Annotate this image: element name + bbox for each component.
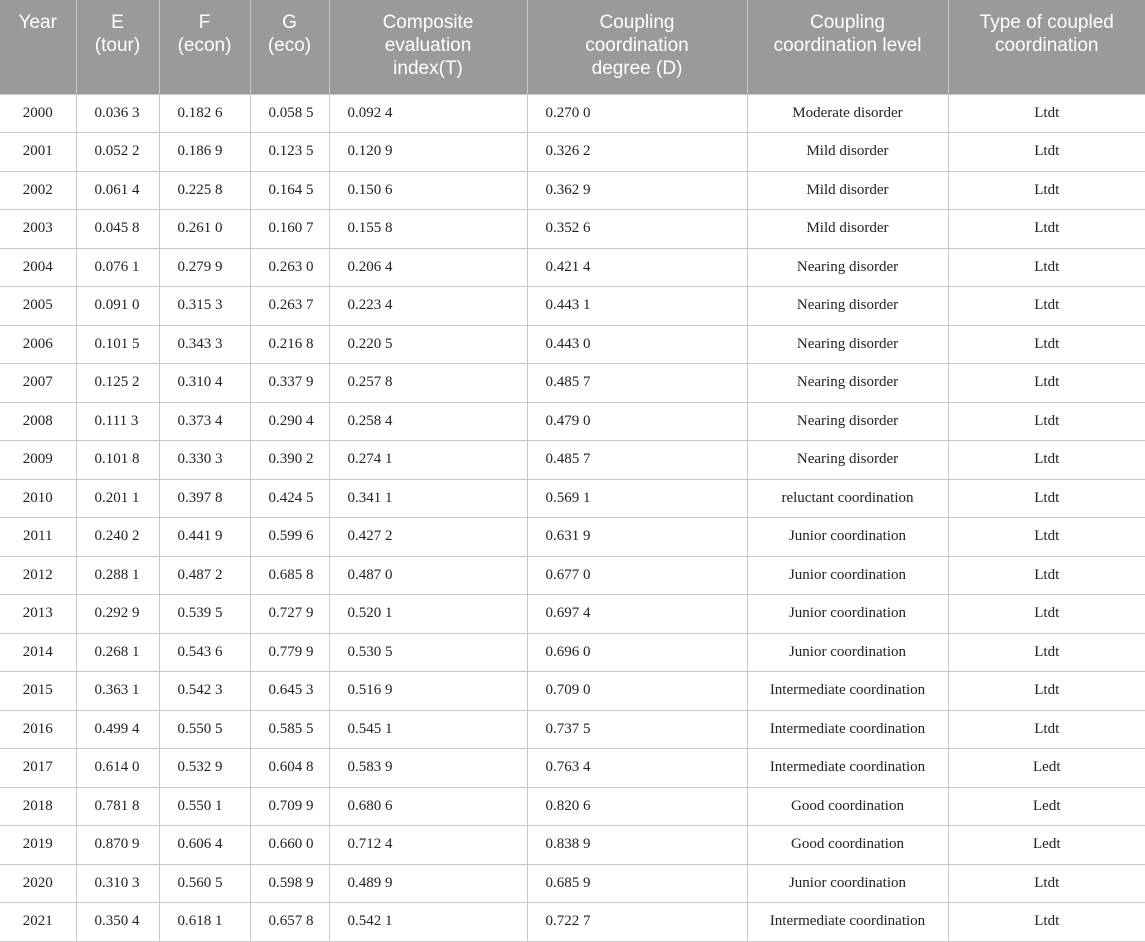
cell-coupling-degree: 0.677 0 (527, 556, 747, 595)
cell-e-tour: 0.614 0 (76, 749, 159, 788)
cell-composite-index: 0.092 4 (329, 94, 527, 133)
cell-coordination-level: Mild disorder (747, 171, 948, 210)
cell-e-tour: 0.350 4 (76, 903, 159, 942)
cell-coupled-type: Ltdt (948, 672, 1145, 711)
cell-e-tour: 0.061 4 (76, 171, 159, 210)
cell-coupling-degree: 0.352 6 (527, 210, 747, 249)
cell-coupled-type: Ledt (948, 749, 1145, 788)
cell-coupled-type: Ltdt (948, 248, 1145, 287)
cell-f-econ: 0.539 5 (159, 595, 250, 634)
table-row (0, 479, 1145, 518)
cell-f-econ: 0.543 6 (159, 633, 250, 672)
cell-year: 2007 (0, 364, 76, 403)
cell-g-eco: 0.604 8 (250, 749, 329, 788)
column-header-year: Year (0, 0, 76, 94)
cell-f-econ: 0.330 3 (159, 441, 250, 480)
cell-composite-index: 0.274 1 (329, 441, 527, 480)
cell-coupling-degree: 0.270 0 (527, 94, 747, 133)
cell-f-econ: 0.618 1 (159, 903, 250, 942)
cell-year: 2002 (0, 171, 76, 210)
cell-coordination-level: Moderate disorder (747, 94, 948, 133)
cell-composite-index: 0.516 9 (329, 672, 527, 711)
cell-composite-index: 0.542 1 (329, 903, 527, 942)
table-row (0, 325, 1145, 364)
table-row (0, 94, 1145, 133)
table-row (0, 171, 1145, 210)
cell-coordination-level: Junior coordination (747, 556, 948, 595)
cell-year: 2015 (0, 672, 76, 711)
cell-coupling-degree: 0.631 9 (527, 518, 747, 557)
cell-composite-index: 0.120 9 (329, 133, 527, 172)
cell-g-eco: 0.337 9 (250, 364, 329, 403)
cell-f-econ: 0.225 8 (159, 171, 250, 210)
cell-g-eco: 0.424 5 (250, 479, 329, 518)
cell-e-tour: 0.781 8 (76, 787, 159, 826)
cell-year: 2014 (0, 633, 76, 672)
cell-coupling-degree: 0.820 6 (527, 787, 747, 826)
cell-coordination-level: Intermediate coordination (747, 710, 948, 749)
column-header-g-eco: G (eco) (250, 0, 329, 94)
cell-year: 2001 (0, 133, 76, 172)
cell-coordination-level: Good coordination (747, 826, 948, 865)
table-row (0, 787, 1145, 826)
cell-year: 2008 (0, 402, 76, 441)
cell-e-tour: 0.363 1 (76, 672, 159, 711)
table-row (0, 864, 1145, 903)
cell-coupled-type: Ltdt (948, 402, 1145, 441)
cell-g-eco: 0.058 5 (250, 94, 329, 133)
cell-coupled-type: Ltdt (948, 633, 1145, 672)
cell-composite-index: 0.258 4 (329, 402, 527, 441)
cell-g-eco: 0.599 6 (250, 518, 329, 557)
cell-coupled-type: Ltdt (948, 441, 1145, 480)
cell-coupling-degree: 0.479 0 (527, 402, 747, 441)
table-row (0, 248, 1145, 287)
cell-composite-index: 0.223 4 (329, 287, 527, 326)
cell-coupled-type: Ltdt (948, 710, 1145, 749)
cell-year: 2019 (0, 826, 76, 865)
table-row (0, 826, 1145, 865)
table-row (0, 518, 1145, 557)
cell-year: 2012 (0, 556, 76, 595)
cell-coupling-degree: 0.722 7 (527, 903, 747, 942)
cell-coupling-degree: 0.443 1 (527, 287, 747, 326)
cell-coordination-level: Junior coordination (747, 518, 948, 557)
cell-g-eco: 0.263 0 (250, 248, 329, 287)
column-header-coupling-degree: Coupling coordination degree (D) (527, 0, 747, 94)
cell-coordination-level: Nearing disorder (747, 441, 948, 480)
cell-year: 2005 (0, 287, 76, 326)
cell-composite-index: 0.257 8 (329, 364, 527, 403)
header-row (0, 0, 1145, 94)
cell-coupled-type: Ltdt (948, 325, 1145, 364)
cell-e-tour: 0.052 2 (76, 133, 159, 172)
cell-e-tour: 0.045 8 (76, 210, 159, 249)
cell-f-econ: 0.186 9 (159, 133, 250, 172)
cell-coupling-degree: 0.838 9 (527, 826, 747, 865)
cell-year: 2018 (0, 787, 76, 826)
cell-coupled-type: Ltdt (948, 210, 1145, 249)
cell-coordination-level: Junior coordination (747, 864, 948, 903)
cell-year: 2017 (0, 749, 76, 788)
cell-coupled-type: Ltdt (948, 364, 1145, 403)
cell-f-econ: 0.441 9 (159, 518, 250, 557)
table-row (0, 210, 1145, 249)
cell-e-tour: 0.288 1 (76, 556, 159, 595)
cell-g-eco: 0.216 8 (250, 325, 329, 364)
cell-coupled-type: Ltdt (948, 903, 1145, 942)
table-row (0, 556, 1145, 595)
cell-f-econ: 0.606 4 (159, 826, 250, 865)
cell-g-eco: 0.657 8 (250, 903, 329, 942)
cell-f-econ: 0.279 9 (159, 248, 250, 287)
cell-g-eco: 0.263 7 (250, 287, 329, 326)
cell-e-tour: 0.101 5 (76, 325, 159, 364)
table-row (0, 903, 1145, 942)
cell-composite-index: 0.487 0 (329, 556, 527, 595)
table-row (0, 595, 1145, 634)
cell-composite-index: 0.530 5 (329, 633, 527, 672)
cell-e-tour: 0.091 0 (76, 287, 159, 326)
table-row (0, 672, 1145, 711)
cell-year: 2016 (0, 710, 76, 749)
cell-g-eco: 0.598 9 (250, 864, 329, 903)
cell-e-tour: 0.499 4 (76, 710, 159, 749)
cell-coupled-type: Ltdt (948, 94, 1145, 133)
cell-coupling-degree: 0.569 1 (527, 479, 747, 518)
cell-e-tour: 0.292 9 (76, 595, 159, 634)
cell-composite-index: 0.680 6 (329, 787, 527, 826)
cell-f-econ: 0.182 6 (159, 94, 250, 133)
cell-f-econ: 0.560 5 (159, 864, 250, 903)
cell-composite-index: 0.206 4 (329, 248, 527, 287)
cell-year: 2011 (0, 518, 76, 557)
cell-composite-index: 0.545 1 (329, 710, 527, 749)
cell-g-eco: 0.685 8 (250, 556, 329, 595)
cell-coupling-degree: 0.421 4 (527, 248, 747, 287)
cell-composite-index: 0.220 5 (329, 325, 527, 364)
cell-composite-index: 0.150 6 (329, 171, 527, 210)
table-body (0, 94, 1145, 941)
column-header-f-econ: F (econ) (159, 0, 250, 94)
cell-coordination-level: Nearing disorder (747, 325, 948, 364)
cell-g-eco: 0.585 5 (250, 710, 329, 749)
cell-f-econ: 0.550 5 (159, 710, 250, 749)
table-row (0, 633, 1145, 672)
cell-coupled-type: Ltdt (948, 556, 1145, 595)
cell-coupled-type: Ltdt (948, 133, 1145, 172)
cell-coordination-level: Nearing disorder (747, 364, 948, 403)
cell-coupling-degree: 0.485 7 (527, 364, 747, 403)
cell-f-econ: 0.532 9 (159, 749, 250, 788)
column-header-e-tour: E (tour) (76, 0, 159, 94)
table-row (0, 441, 1145, 480)
cell-f-econ: 0.550 1 (159, 787, 250, 826)
cell-coordination-level: Good coordination (747, 787, 948, 826)
cell-coordination-level: Nearing disorder (747, 402, 948, 441)
cell-composite-index: 0.583 9 (329, 749, 527, 788)
cell-year: 2000 (0, 94, 76, 133)
cell-g-eco: 0.390 2 (250, 441, 329, 480)
cell-f-econ: 0.487 2 (159, 556, 250, 595)
table-row (0, 133, 1145, 172)
cell-f-econ: 0.310 4 (159, 364, 250, 403)
cell-coordination-level: Junior coordination (747, 595, 948, 634)
cell-g-eco: 0.290 4 (250, 402, 329, 441)
cell-g-eco: 0.660 0 (250, 826, 329, 865)
cell-coupling-degree: 0.326 2 (527, 133, 747, 172)
cell-coupling-degree: 0.697 4 (527, 595, 747, 634)
cell-year: 2013 (0, 595, 76, 634)
cell-e-tour: 0.036 3 (76, 94, 159, 133)
cell-e-tour: 0.268 1 (76, 633, 159, 672)
cell-g-eco: 0.709 9 (250, 787, 329, 826)
column-header-coupled-type: Type of coupled coordination (948, 0, 1145, 94)
cell-coordination-level: Mild disorder (747, 210, 948, 249)
cell-coupling-degree: 0.685 9 (527, 864, 747, 903)
cell-e-tour: 0.076 1 (76, 248, 159, 287)
cell-g-eco: 0.164 5 (250, 171, 329, 210)
table-row (0, 287, 1145, 326)
cell-f-econ: 0.542 3 (159, 672, 250, 711)
cell-coupled-type: Ledt (948, 826, 1145, 865)
table-row (0, 749, 1145, 788)
cell-coordination-level: Intermediate coordination (747, 749, 948, 788)
cell-e-tour: 0.870 9 (76, 826, 159, 865)
cell-f-econ: 0.315 3 (159, 287, 250, 326)
cell-coupling-degree: 0.485 7 (527, 441, 747, 480)
cell-coupled-type: Ltdt (948, 287, 1145, 326)
cell-coordination-level: Intermediate coordination (747, 672, 948, 711)
cell-coupled-type: Ltdt (948, 595, 1145, 634)
cell-coordination-level: Junior coordination (747, 633, 948, 672)
column-header-coordination-level: Coupling coordination level (747, 0, 948, 94)
cell-e-tour: 0.201 1 (76, 479, 159, 518)
cell-g-eco: 0.123 5 (250, 133, 329, 172)
cell-coupled-type: Ledt (948, 787, 1145, 826)
cell-coupled-type: Ltdt (948, 864, 1145, 903)
cell-coordination-level: Nearing disorder (747, 248, 948, 287)
cell-coupling-degree: 0.709 0 (527, 672, 747, 711)
cell-coordination-level: Intermediate coordination (747, 903, 948, 942)
table-row (0, 710, 1145, 749)
cell-composite-index: 0.427 2 (329, 518, 527, 557)
cell-year: 2003 (0, 210, 76, 249)
cell-coupling-degree: 0.763 4 (527, 749, 747, 788)
cell-g-eco: 0.779 9 (250, 633, 329, 672)
cell-f-econ: 0.261 0 (159, 210, 250, 249)
cell-f-econ: 0.373 4 (159, 402, 250, 441)
table-row (0, 402, 1145, 441)
cell-year: 2009 (0, 441, 76, 480)
cell-coupled-type: Ltdt (948, 518, 1145, 557)
cell-composite-index: 0.712 4 (329, 826, 527, 865)
cell-coupling-degree: 0.696 0 (527, 633, 747, 672)
cell-year: 2004 (0, 248, 76, 287)
cell-e-tour: 0.125 2 (76, 364, 159, 403)
cell-composite-index: 0.341 1 (329, 479, 527, 518)
cell-coordination-level: Nearing disorder (747, 287, 948, 326)
cell-f-econ: 0.397 8 (159, 479, 250, 518)
cell-coupling-degree: 0.737 5 (527, 710, 747, 749)
table-row (0, 364, 1145, 403)
cell-f-econ: 0.343 3 (159, 325, 250, 364)
cell-e-tour: 0.240 2 (76, 518, 159, 557)
cell-coupling-degree: 0.362 9 (527, 171, 747, 210)
cell-composite-index: 0.489 9 (329, 864, 527, 903)
cell-g-eco: 0.645 3 (250, 672, 329, 711)
cell-coordination-level: reluctant coordination (747, 479, 948, 518)
cell-year: 2006 (0, 325, 76, 364)
cell-coupled-type: Ltdt (948, 171, 1145, 210)
cell-e-tour: 0.101 8 (76, 441, 159, 480)
cell-year: 2021 (0, 903, 76, 942)
cell-e-tour: 0.310 3 (76, 864, 159, 903)
cell-composite-index: 0.520 1 (329, 595, 527, 634)
cell-coupling-degree: 0.443 0 (527, 325, 747, 364)
column-header-composite-index: Composite evaluation index(T) (329, 0, 527, 94)
cell-g-eco: 0.727 9 (250, 595, 329, 634)
cell-year: 2020 (0, 864, 76, 903)
cell-composite-index: 0.155 8 (329, 210, 527, 249)
cell-year: 2010 (0, 479, 76, 518)
cell-coordination-level: Mild disorder (747, 133, 948, 172)
cell-coupled-type: Ltdt (948, 479, 1145, 518)
table-header (0, 0, 1145, 94)
cell-g-eco: 0.160 7 (250, 210, 329, 249)
cell-e-tour: 0.111 3 (76, 402, 159, 441)
